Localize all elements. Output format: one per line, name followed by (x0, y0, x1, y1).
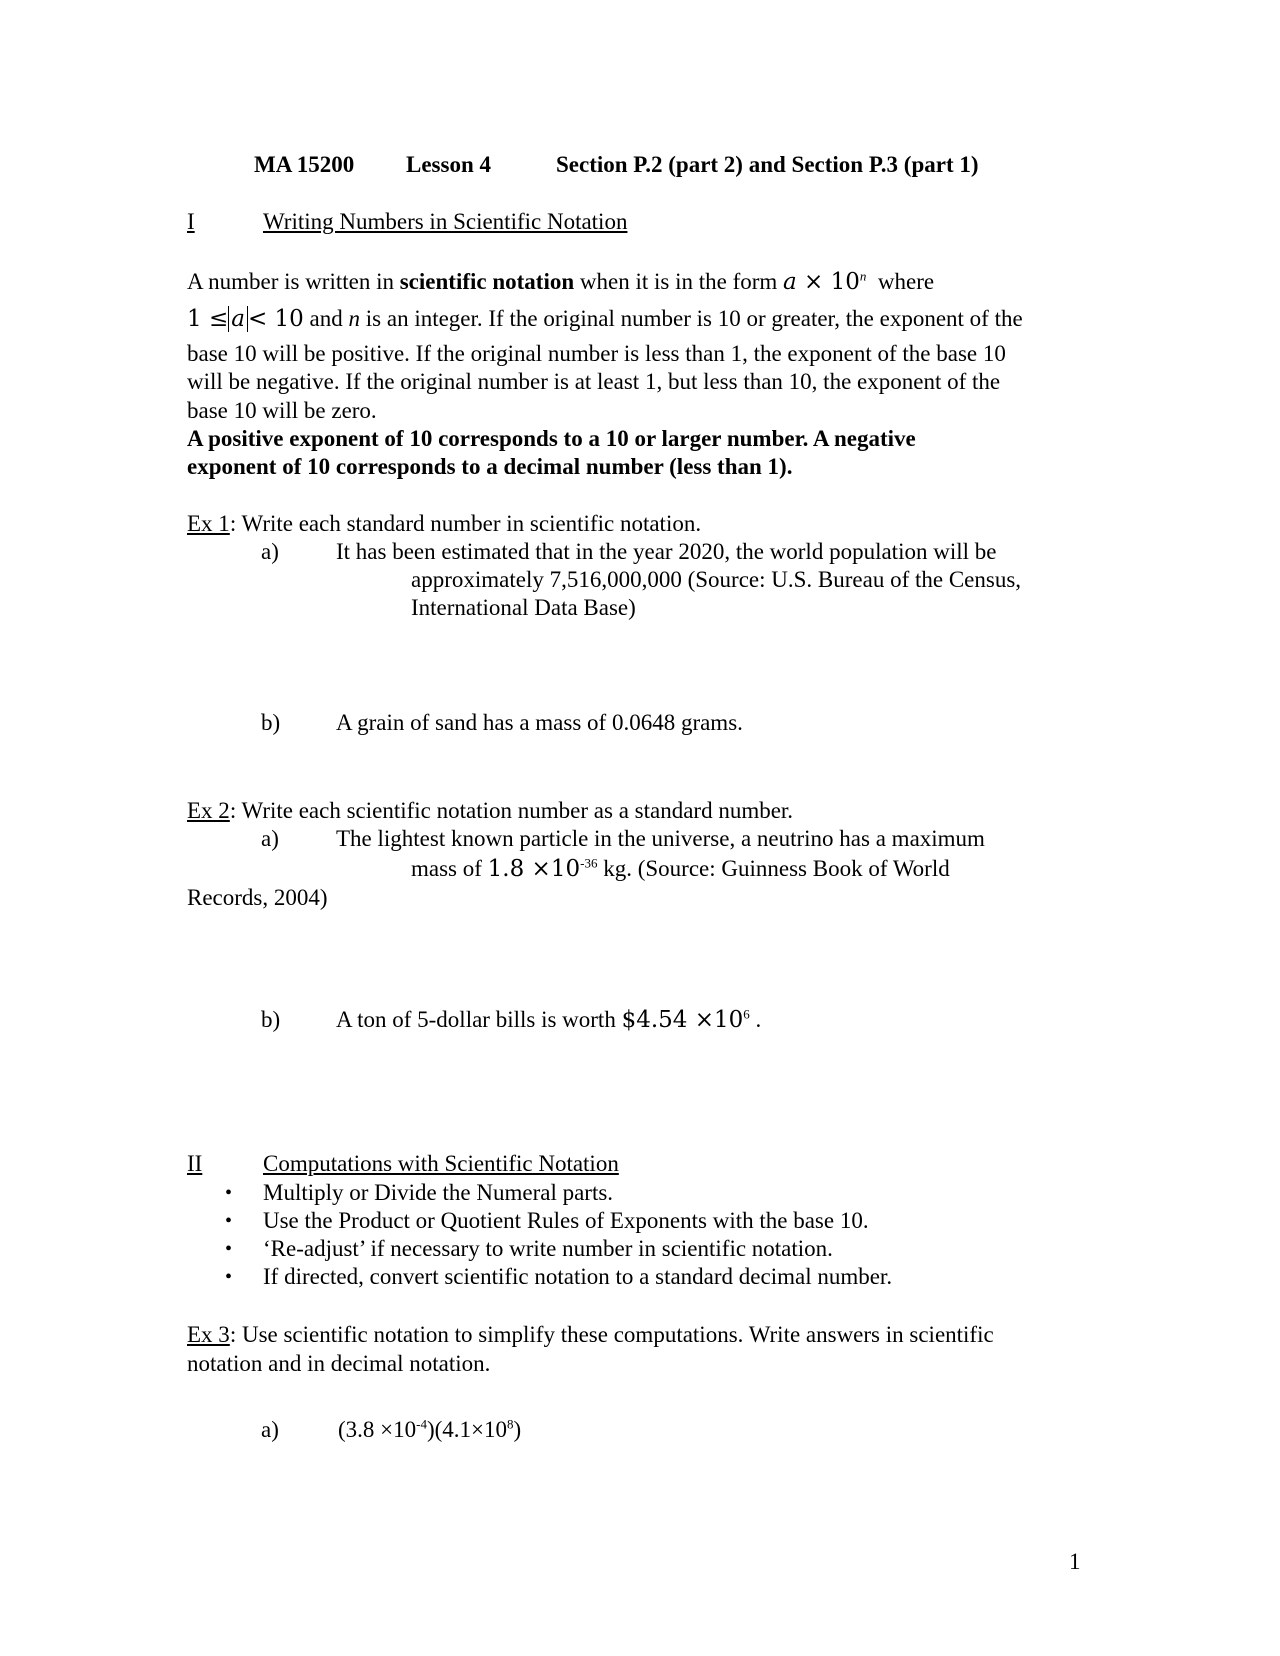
definition-line-3: base 10 will be positive. If the original number is less than 1, the exponent of the base 10 (187, 341, 1006, 366)
ex2-b-label: b) (261, 1007, 281, 1032)
ex3-heading: Ex 3: Use scientific notation to simplify these computations. Write answers in scientific (187, 1322, 994, 1347)
rule-line-1: A positive exponent of 10 corresponds to a 10 or larger number. A negative (187, 426, 916, 451)
bullet-item-2: Use the Product or Quotient Rules of Exponents with the base 10. (263, 1208, 869, 1233)
header-section: Section P.2 (part 2) and Section P.3 (part 1) (556, 152, 979, 177)
ex1-b-text: A grain of sand has a mass of 0.0648 grams. (336, 710, 743, 735)
section1-numeral: I (187, 209, 195, 234)
ex3-a-label: a) (261, 1417, 279, 1442)
ex2-heading: Ex 2: Write each scientific notation number as a standard number. (187, 798, 794, 823)
bullet-icon: • (225, 1182, 233, 1204)
rule-line-2: exponent of 10 corresponds to a decimal number (less than 1). (187, 454, 793, 479)
ex3-label: Ex 3 (187, 1322, 230, 1347)
ex1-a-label: a) (261, 539, 279, 564)
ex2-label: Ex 2 (187, 798, 230, 823)
definition-line-5: base 10 will be zero. (187, 398, 377, 423)
ex1-a-line-1: It has been estimated that in the year 2020, the world population will be (336, 539, 997, 564)
ex1-label: Ex 1 (187, 511, 230, 536)
form-a: a (783, 269, 797, 295)
definition-line-4: will be negative. If the original number is at least 1, but less than 10, the exponent of the (187, 369, 1001, 394)
definition-line-1: A number is written in scientific notation when it is in the form $a \times 10^n$ where (187, 268, 935, 295)
section2-title: Computations with Scientific Notation (263, 1151, 619, 1176)
ex2-a-line-2: mass of $1.8 \times 10^{-36}$ kg. (Source: Guinness Book of World (411, 855, 950, 882)
section1-title: Writing Numbers in Scientific Notation (263, 209, 628, 234)
ex1-a-line-2: approximately 7,516,000,000 (Source: U.S. Bureau of the Census, (411, 567, 1022, 592)
ex1-heading: Ex 1: Write each standard number in scientific notation. (187, 511, 702, 536)
bullet-item-4: If directed, convert scientific notation to a standard decimal number. (263, 1264, 893, 1289)
ex1-a-line-3: International Data Base) (411, 595, 636, 620)
ex2-b-value: $4.54 ×10 (621, 1007, 744, 1033)
bullet-item-1: Multiply or Divide the Numeral parts. (263, 1180, 614, 1205)
bullet-icon: • (225, 1266, 233, 1288)
ex3-heading-line-2: notation and in decimal notation. (187, 1351, 491, 1376)
bullet-item-3: ‘Re-adjust’ if necessary to write number in scientific notation. (263, 1236, 833, 1261)
definition-line-2: 1 ≤ a < 10 and n is an integer. If the original number is 10 or greater, the exponent of the (187, 306, 1023, 332)
bullet-icon: • (225, 1238, 233, 1260)
page-number: 1 (1069, 1549, 1081, 1574)
ex2-a-line-3: Records, 2004) (187, 885, 328, 910)
ex2-b-text: A ton of 5-dollar bills is worth $4.54 $\times 10^6$ . (336, 1006, 762, 1033)
section2-numeral: II (187, 1151, 203, 1176)
ex2-a-label: a) (261, 826, 279, 851)
ex2-a-line-1: The lightest known particle in the universe, a neutrino has a maximum (336, 826, 985, 851)
bullet-icon: • (225, 1210, 233, 1232)
header-lesson: Lesson 4 (406, 152, 491, 177)
ex1-b-label: b) (261, 710, 281, 735)
header-course: MA 15200 (254, 152, 355, 177)
ex2-a-value: 1.8 ×10 (487, 856, 581, 882)
ex3-a-expression: $(3.8 \times 10^{-4})(4.1\times 10^8)$ (338, 1416, 522, 1442)
